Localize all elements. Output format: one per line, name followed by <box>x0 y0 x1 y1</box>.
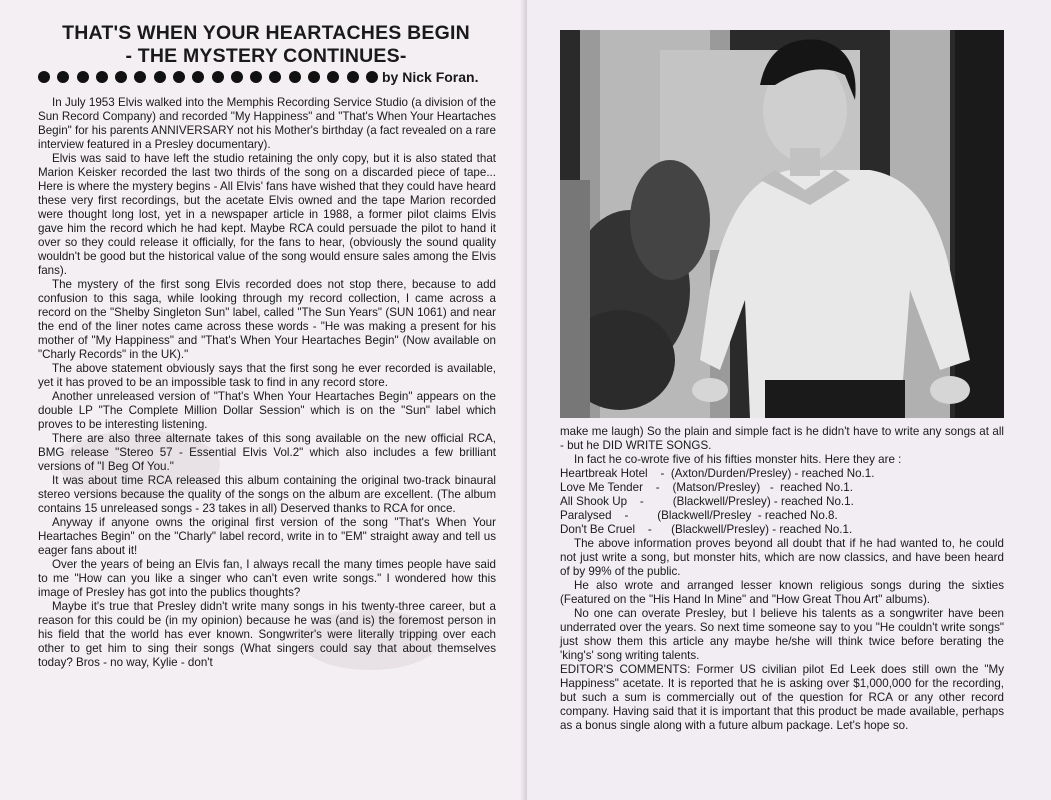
paragraph: Over the years of being an Elvis fan, I always recall the many times people have said to me "How can you like a singer who can't even write songs." I wondered how this image of Presley has got into the publics thoughts? <box>38 558 496 599</box>
right-article-column <box>560 425 1004 733</box>
paragraph: make me laugh) So the plain and simple fact is he didn't have to write any songs at all - but he DID WRITE SONGS. <box>560 425 1004 452</box>
paragraph: He also wrote and arranged lesser known religious songs during the sixties (Featured on the "His Hand In Mine" and "How Great Thou Art" albums). <box>560 579 1004 606</box>
paragraph: The above information proves beyond all doubt that if he had wanted to, he could not just write a song, but monster hits, which are now classics, and have been heard of by 99% of the public. <box>560 537 1004 578</box>
byline-row <box>38 68 498 86</box>
paragraph: It was about time RCA released this album containing the original two-track binaural stereo versions because the quality of the songs on the album are excellent. (The album contains 15 unreleased songs - 23 takes in all) Deserved thanks to RCA for once. <box>38 474 496 515</box>
paragraph: In fact he co-wrote five of his fifties monster hits. Here they are : <box>574 453 902 466</box>
list-item: Love Me Tender - (Matson/Presley) - reached No.1. <box>560 481 853 494</box>
paragraph: No one can overate Presley, but I believe his talents as a songwriter have been underrated over the years. So next time someone say to you "He couldn't write songs" just show them this article any maybe he/she will think twice before berating the 'king's' song writing talents. <box>560 607 1004 662</box>
title-line-2: - THE MYSTERY CONTINUES- <box>125 45 407 67</box>
paragraph: There are also three alternate takes of this song available on the new official RCA, BMG release "Stereo 57 - Essential Elvis Vol.2" which also includes a few brilliant versions of "I Beg Of You." <box>38 432 496 473</box>
list-item: All Shook Up - (Blackwell/Presley) - reached No.1. <box>560 495 854 508</box>
paragraph: Elvis was said to have left the studio retaining the only copy, but it is also stated that Marion Keisker recorded the last two thirds of the song on a discarded piece of tape... Here is where the mystery begins - All Elvis' fans have wished that they could have heard these very first recordings, but the acetate Elvis owned and the tape Marion recorded were thought long lost, yet in a newspaper article in 1988, a former pilot claims Elvis gave him the record which he had kept. Maybe RCA could persuade the pilot to hand it over so they could release it officially, for the fans to hear, (obviously the sound quality wouldn't be good but the historical value of the song would ensure sales among the Elvis fans). <box>38 152 496 277</box>
list-item: Heartbreak Hotel - (Axton/Durden/Presley) - reached No.1. <box>560 467 875 480</box>
editor-comments: EDITOR'S COMMENTS: Former US civilian pilot Ed Leek does still own the "My Happiness" acetate. It is reported that he is asking over $1,000,000 for the recording, but such a sum is commercially out of the question for RCA or any other record company. Having said that it is important that this product be made available, perhaps as a bonus single along with a future album package. Let's hope so. <box>560 663 1004 732</box>
elvis-photo <box>560 30 1004 418</box>
paragraph: Maybe it's true that Presley didn't write many songs in his twenty-three career, but a reason for this could be (in my opinion) because he was (and is) the foremost person in his field that the world has ever known. Songwriter's were literally tripping over each other to get him to sing their songs (What singers could say that about themselves today? Bros - no way, Kylie - don't <box>38 600 496 669</box>
paragraph: Another unreleased version of "That's When Your Heartaches Begin" appears on the double LP "The Complete Million Dollar Session" which is on the "Sun" label which proves to be interesting listening. <box>38 390 496 431</box>
list-item: Paralysed - (Blackwell/Presley - reached No.8. <box>560 509 838 522</box>
list-item: Don't Be Cruel - (Blackwell/Presley) - reached No.1. <box>560 523 853 536</box>
author-byline: by Nick Foran. <box>382 69 479 85</box>
paragraph: In July 1953 Elvis walked into the Memphis Recording Service Studio (a division of the Sun Record Company) and recorded "My Happiness" and "That's When Your Heartaches Begin" for his parents ANNIVERSARY not his Mother's birthday (a fact revealed on a rare interview featured in a Presley documentary). <box>38 96 496 151</box>
decorative-dots <box>38 70 378 84</box>
paragraph: The mystery of the first song Elvis recorded does not stop there, because to add confusion to this saga, while looking through my record collection, I came across a record on the "Shelby Singleton Sun" label, called "The Sun Years" (SUN 1061) and near the end of the liner notes came across these words - "He was making a present for his mother of "My Happiness" and "That's When Your Heartaches Begin" (Now available on "Charly Records" in the UK)." <box>38 278 496 361</box>
title-line-1: THAT'S WHEN YOUR HEARTACHES BEGIN <box>62 22 470 44</box>
paragraph: The above statement obviously says that the first song he ever recorded is available, yet it has proved to be an impossible task to find in any record store. <box>38 362 496 389</box>
left-article-column <box>38 96 496 670</box>
hit-songs-list <box>560 467 1004 537</box>
paragraph: Anyway if anyone owns the original first version of the song "That's When Your Heartaches Begin" on the "Charly" label record, write in to "EM" straight away and tell us eager fans about it! <box>38 516 496 557</box>
article-title <box>36 22 496 68</box>
